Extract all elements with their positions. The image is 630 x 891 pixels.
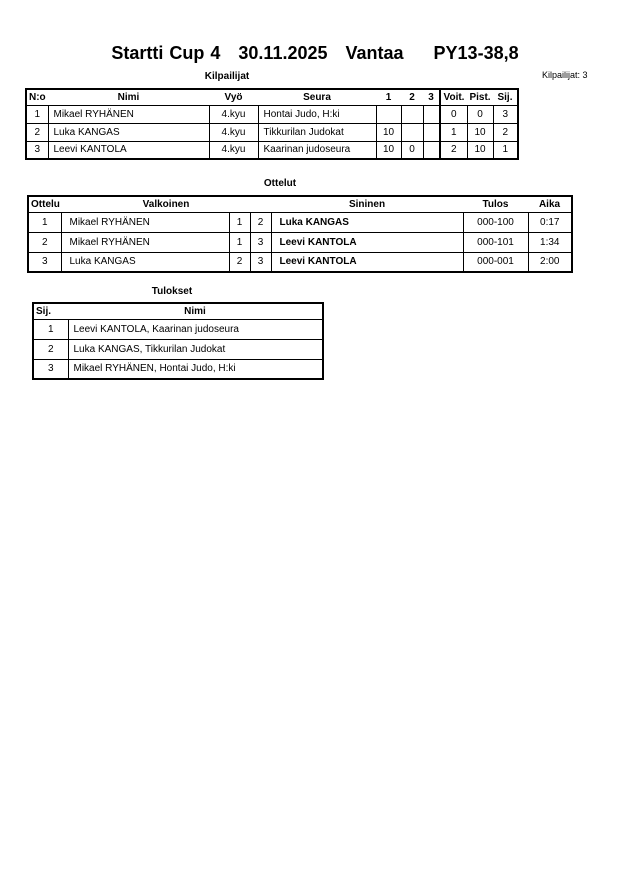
page-title: Startti Cup 4 30.11.2025 Vantaa PY13-38,8 — [111, 43, 519, 63]
cell: 2 — [229, 252, 250, 272]
cell: Mikael RYHÄNEN — [61, 232, 229, 252]
cell: 0:17 — [528, 212, 572, 232]
tulokset-table — [32, 302, 324, 380]
header-cell: Valkoinen — [61, 196, 271, 212]
ottelut-table — [27, 195, 573, 273]
cell: 2 — [250, 212, 271, 232]
header-cell: Nimi — [68, 303, 323, 319]
cell: 000-001 — [463, 252, 528, 272]
table-row — [26, 105, 518, 123]
winner-cell: Luka KANGAS — [271, 212, 463, 232]
cell: 1 — [33, 319, 68, 339]
table-row — [28, 252, 572, 272]
cell: Luka KANGAS — [61, 252, 229, 272]
cell: 10 — [376, 141, 401, 159]
cell: 1 — [26, 105, 48, 123]
table-row — [33, 339, 323, 359]
cell: 3 — [493, 105, 518, 123]
cell: Luka KANGAS — [48, 123, 209, 141]
table-row — [28, 232, 572, 252]
cell — [376, 105, 401, 123]
cell: 1 — [229, 212, 250, 232]
table-header-row — [33, 303, 323, 319]
cell: Mikael RYHÄNEN — [48, 105, 209, 123]
cell: 4.kyu — [209, 123, 258, 141]
section-title-tulokset: Tulokset — [151, 286, 193, 297]
table-row — [26, 123, 518, 141]
cell: 10 — [467, 141, 493, 159]
table-row — [26, 141, 518, 159]
cell: 3 — [26, 141, 48, 159]
cell: 2 — [26, 123, 48, 141]
winner-cell: Leevi KANTOLA — [271, 232, 463, 252]
cell: Mikael RYHÄNEN, Hontai Judo, H:ki — [68, 359, 323, 379]
cell — [401, 105, 423, 123]
cell: 2:00 — [528, 252, 572, 272]
cell: 1 — [440, 123, 467, 141]
cell — [423, 141, 440, 159]
cell: 2 — [33, 339, 68, 359]
cell: 0 — [401, 141, 423, 159]
header-cell: Sij. — [33, 303, 68, 319]
header-cell: Tulos — [463, 196, 528, 212]
header-cell: Sij. — [493, 89, 518, 105]
header-cell: Sininen — [271, 196, 463, 212]
header-cell: Ottelu — [28, 196, 61, 212]
cell: 10 — [467, 123, 493, 141]
header-cell: 3 — [423, 89, 440, 105]
table-header-row — [28, 196, 572, 212]
table-header-row — [26, 89, 518, 105]
cell: 3 — [33, 359, 68, 379]
cell: Kaarinan judoseura — [258, 141, 376, 159]
header-cell: N:o — [26, 89, 48, 105]
section-title-kilpailijat: Kilpailijat — [204, 71, 250, 82]
header-cell: Voit. — [440, 89, 467, 105]
cell — [401, 123, 423, 141]
cell: 3 — [250, 252, 271, 272]
cell: Mikael RYHÄNEN — [61, 212, 229, 232]
kilpailijat-table — [25, 88, 519, 160]
winner-cell: Leevi KANTOLA — [271, 252, 463, 272]
cell: 2 — [28, 232, 61, 252]
cell: 000-100 — [463, 212, 528, 232]
cell: 000-101 — [463, 232, 528, 252]
cell: 1 — [493, 141, 518, 159]
cell: 2 — [493, 123, 518, 141]
cell: 4.kyu — [209, 141, 258, 159]
header-cell: Nimi — [48, 89, 209, 105]
cell: 3 — [250, 232, 271, 252]
cell: Tikkurilan Judokat — [258, 123, 376, 141]
header-cell: 2 — [401, 89, 423, 105]
cell: 10 — [376, 123, 401, 141]
header-cell: Vyö — [209, 89, 258, 105]
header-cell: Seura — [258, 89, 376, 105]
table-row — [33, 359, 323, 379]
cell: Hontai Judo, H:ki — [258, 105, 376, 123]
cell: 0 — [440, 105, 467, 123]
cell: Luka KANGAS, Tikkurilan Judokat — [68, 339, 323, 359]
section-title-ottelut: Ottelut — [263, 178, 297, 189]
table-row — [33, 319, 323, 339]
cell: 2 — [440, 141, 467, 159]
cell — [423, 105, 440, 123]
cell: 0 — [467, 105, 493, 123]
cell: Leevi KANTOLA — [48, 141, 209, 159]
cell: 3 — [28, 252, 61, 272]
competitor-count-label: Kilpailijat: 3 — [542, 70, 588, 80]
cell: 1:34 — [528, 232, 572, 252]
cell: 1 — [28, 212, 61, 232]
cell: Leevi KANTOLA, Kaarinan judoseura — [68, 319, 323, 339]
cell — [423, 123, 440, 141]
cell: 4.kyu — [209, 105, 258, 123]
cell: 1 — [229, 232, 250, 252]
header-cell: Pist. — [467, 89, 493, 105]
table-row — [28, 212, 572, 232]
header-cell: Aika — [528, 196, 572, 212]
header-cell: 1 — [376, 89, 401, 105]
